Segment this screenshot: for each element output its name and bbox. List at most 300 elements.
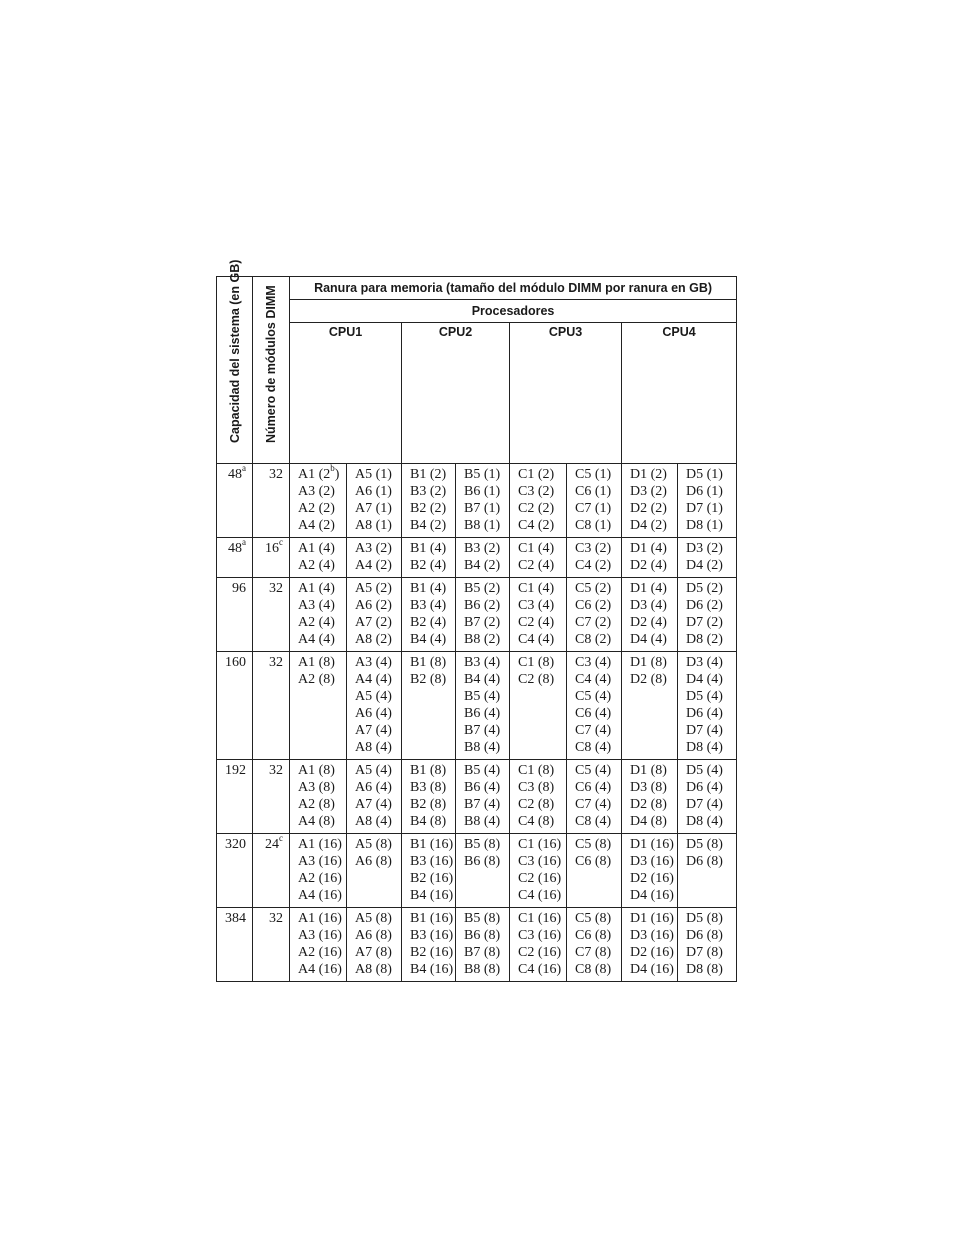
slot-entry [518, 870, 566, 887]
dimm-count-cell [253, 578, 290, 652]
slot-entry-text: D4 (16) [630, 888, 674, 903]
slot-entry-text: B8 (8) [464, 962, 501, 977]
dimm-count-value: 16 [265, 541, 279, 556]
slot-entry [355, 796, 401, 813]
slot-entry [518, 614, 566, 631]
slot-entry-text: C2 (8) [518, 672, 555, 687]
dimm-count-cell [253, 538, 290, 578]
slot-entry-text: C1 (8) [518, 655, 555, 670]
slot-entry-text: B8 (4) [464, 814, 501, 829]
slot-entry-text: D8 (4) [686, 740, 723, 755]
slot-entry [464, 688, 509, 705]
slot-entry [298, 836, 346, 853]
slot-entry [410, 631, 455, 648]
slot-entry-text: A8 (4) [355, 814, 392, 829]
slot-entry [630, 927, 677, 944]
slot-cell [622, 464, 678, 538]
slot-entry [464, 836, 509, 853]
slot-entry-text: D6 (8) [686, 854, 723, 869]
slot-cell [347, 652, 402, 760]
slot-entry [410, 671, 455, 688]
slot-entry [410, 540, 455, 557]
slot-cell [622, 834, 678, 908]
slot-entry [298, 927, 346, 944]
slot-entry [298, 887, 346, 904]
slot-entry [630, 500, 677, 517]
slot-entry [410, 836, 455, 853]
slot-entry-text: C1 (2) [518, 467, 555, 482]
slot-entry [355, 961, 401, 978]
slot-entry [298, 762, 346, 779]
slot-entry [686, 910, 736, 927]
slot-entry-text: B4 (2) [410, 518, 447, 533]
slot-entry-text: D5 (4) [686, 689, 723, 704]
slot-entry-text: A3 (16) [298, 854, 342, 869]
slot-entry-text: A3 (4) [298, 598, 335, 613]
slot-entry-text: B3 (16) [410, 928, 454, 943]
slot-entry [686, 944, 736, 961]
slot-cell [402, 834, 456, 908]
slot-entry-text: B4 (2) [464, 558, 501, 573]
slot-entry-text: A4 (8) [298, 814, 335, 829]
slot-cell [347, 908, 402, 982]
slot-entry-text: A5 (4) [355, 763, 392, 778]
slot-entry-text: D6 (4) [686, 706, 723, 721]
slot-entry [518, 654, 566, 671]
slot-entry-text: C3 (4) [518, 598, 555, 613]
slot-entry [355, 688, 401, 705]
slot-entry-text: B7 (2) [464, 615, 501, 630]
slot-entry [686, 466, 736, 483]
slot-entry-text: D7 (1) [686, 501, 723, 516]
slot-cell [510, 760, 567, 834]
slot-entry-text: D6 (8) [686, 928, 723, 943]
cpu2-header: CPU2 [402, 323, 510, 464]
slot-entry-text: B8 (1) [464, 518, 501, 533]
slot-entry [575, 739, 621, 756]
slot-cell [567, 908, 622, 982]
slot-entry [410, 870, 455, 887]
slot-cell [347, 834, 402, 908]
slot-entry [298, 853, 346, 870]
slot-entry-text: C3 (16) [518, 928, 562, 943]
capacity-value: 48 [228, 467, 242, 482]
slot-entry-text: B5 (8) [464, 911, 501, 926]
slot-entry [686, 580, 736, 597]
slot-entry-text: C4 (2) [518, 518, 555, 533]
slot-entry [518, 466, 566, 483]
slot-entry-text: A3 (8) [298, 780, 335, 795]
slot-entry-text: C2 (8) [518, 797, 555, 812]
slot-entry-text: A5 (2) [355, 581, 392, 596]
slot-entry [575, 813, 621, 830]
slot-entry-text: B2 (16) [410, 871, 454, 886]
slot-entry-text: A5 (8) [355, 837, 392, 852]
slot-entry [464, 705, 509, 722]
slot-cell [456, 578, 510, 652]
slot-entry [630, 779, 677, 796]
slot-entry-text: D3 (16) [630, 928, 674, 943]
slot-entry [355, 540, 401, 557]
slot-entry-text: B6 (8) [464, 928, 501, 943]
slot-entry [575, 910, 621, 927]
slot-entry-text: C8 (2) [575, 632, 612, 647]
slot-entry [464, 466, 509, 483]
slot-entry [686, 836, 736, 853]
slot-entry-text: B2 (8) [410, 672, 447, 687]
slot-entry-text: C3 (2) [575, 541, 612, 556]
slot-entry-text: D3 (2) [686, 541, 723, 556]
slot-entry-text: C2 (2) [518, 501, 555, 516]
dimm-count-column-header [253, 277, 290, 464]
slot-entry-text: D4 (2) [630, 518, 667, 533]
slot-entry [410, 796, 455, 813]
slot-entry-text: B5 (2) [464, 581, 501, 596]
slot-entry [575, 597, 621, 614]
slot-entry-text: C6 (4) [575, 780, 612, 795]
slot-entry-text: C4 (4) [518, 632, 555, 647]
slot-cell [290, 578, 347, 652]
slot-entry-text: B6 (2) [464, 598, 501, 613]
slot-cell [402, 908, 456, 982]
slot-entry-text: A2 (16) [298, 871, 342, 886]
slot-cell [567, 834, 622, 908]
slot-entry-text: D2 (16) [630, 945, 674, 960]
slot-entry-text: A1 (8) [298, 655, 335, 670]
slot-cell [290, 538, 347, 578]
slot-entry-text: D7 (4) [686, 797, 723, 812]
dimm-count-value: 32 [269, 581, 283, 596]
slot-cell [510, 652, 567, 760]
dimm-count-value: 32 [269, 655, 283, 670]
slot-entry [630, 483, 677, 500]
slot-cell [622, 908, 678, 982]
slot-entry [410, 853, 455, 870]
slot-entry-text: A7 (2) [355, 615, 392, 630]
slot-entry-text: C7 (2) [575, 615, 612, 630]
slot-entry-text: C5 (2) [575, 581, 612, 596]
capacity-cell [217, 908, 253, 982]
slot-entry [410, 654, 455, 671]
slot-entry-text: A7 (4) [355, 797, 392, 812]
slot-entry-text: D6 (4) [686, 780, 723, 795]
slot-entry-text: D1 (4) [630, 541, 667, 556]
slot-cell [290, 464, 347, 538]
slot-entry-text: C3 (4) [575, 655, 612, 670]
slot-entry [355, 597, 401, 614]
slot-entry [355, 739, 401, 756]
slot-cell [347, 578, 402, 652]
slot-entry [298, 944, 346, 961]
slot-cell [402, 652, 456, 760]
slot-entry [464, 762, 509, 779]
slot-entry [298, 483, 346, 500]
capacity-column-header [217, 259, 253, 464]
slot-entry-text: B4 (8) [410, 814, 447, 829]
footnote-marker: c [279, 537, 283, 548]
slot-entry [518, 580, 566, 597]
dimm-count-cell [253, 834, 290, 908]
slot-entry-text: D7 (8) [686, 945, 723, 960]
slot-entry [355, 580, 401, 597]
slot-entry-text: D3 (16) [630, 854, 674, 869]
slot-entry-text: A8 (4) [355, 740, 392, 755]
slot-entry-text: C5 (8) [575, 911, 612, 926]
slot-cell [290, 652, 347, 760]
slot-entry [355, 500, 401, 517]
slot-cell [567, 578, 622, 652]
slot-entry [575, 836, 621, 853]
slot-entry [575, 853, 621, 870]
dimm-count-value: 32 [269, 467, 283, 482]
slot-entry-text: A3 (2) [298, 484, 335, 499]
slot-entry-text: C6 (8) [575, 928, 612, 943]
slot-entry-text: B8 (2) [464, 632, 501, 647]
slot-entry [464, 631, 509, 648]
slot-entry [686, 762, 736, 779]
capacity-cell [217, 464, 253, 538]
slot-entry [630, 631, 677, 648]
slot-entry-text: C8 (4) [575, 740, 612, 755]
slot-entry-text: D1 (8) [630, 655, 667, 670]
slot-entry [575, 796, 621, 813]
slot-entry-text: A2 (16) [298, 945, 342, 960]
slot-entry-text: A6 (8) [355, 854, 392, 869]
slot-entry-text: D3 (8) [630, 780, 667, 795]
slot-entry-text: A1 (8) [298, 763, 335, 778]
slot-entry-text: C1 (4) [518, 541, 555, 556]
table-row [217, 834, 737, 908]
slot-entry [575, 557, 621, 574]
slot-entry-text: D4 (4) [630, 632, 667, 647]
slot-entry-text: A1 (16) [298, 837, 342, 852]
slot-entry [518, 961, 566, 978]
slot-entry [686, 597, 736, 614]
slot-entry-text: A6 (8) [355, 928, 392, 943]
dimm-count-value: 32 [269, 911, 283, 926]
slot-entry-text: B4 (16) [410, 962, 454, 977]
slot-entry [518, 483, 566, 500]
slot-entry-text: B2 (16) [410, 945, 454, 960]
slot-entry-text: A7 (8) [355, 945, 392, 960]
slot-entry-text: C1 (8) [518, 763, 555, 778]
slot-entry-text: C2 (16) [518, 945, 562, 960]
slot-entry [575, 614, 621, 631]
slot-entry-text: D2 (4) [630, 558, 667, 573]
slot-entry [410, 597, 455, 614]
slot-entry [464, 779, 509, 796]
slot-entry-text: A4 (2) [298, 518, 335, 533]
slot-entry [575, 705, 621, 722]
slot-entry [410, 927, 455, 944]
slot-entry [575, 779, 621, 796]
slot-entry [464, 597, 509, 614]
slot-entry-text: B4 (4) [464, 672, 501, 687]
slot-entry [518, 762, 566, 779]
slot-entry-text: D2 (4) [630, 615, 667, 630]
slot-entry [686, 517, 736, 534]
slot-entry-text: B7 (4) [464, 723, 501, 738]
slot-cell [402, 760, 456, 834]
slot-entry-text: C4 (2) [575, 558, 612, 573]
table-row [217, 908, 737, 982]
slot-entry [575, 631, 621, 648]
slot-entry [298, 557, 346, 574]
slot-entry [298, 540, 346, 557]
slot-entry [575, 671, 621, 688]
slot-entry [355, 614, 401, 631]
memory-slot-header: Ranura para memoria (tamaño del módulo DIMM por ranura en GB) [290, 277, 737, 300]
footnote-marker: c [279, 833, 283, 844]
slot-cell [678, 760, 737, 834]
slot-entry [518, 927, 566, 944]
slot-entry [518, 836, 566, 853]
slot-cell [510, 538, 567, 578]
slot-entry-text: D4 (16) [630, 962, 674, 977]
cpu1-header: CPU1 [290, 323, 402, 464]
slot-cell [510, 834, 567, 908]
capacity-value: 96 [232, 581, 246, 596]
slot-entry-text: D5 (1) [686, 467, 723, 482]
slot-entry [464, 722, 509, 739]
slot-entry-text: A3 (2) [355, 541, 392, 556]
slot-cell [347, 760, 402, 834]
slot-entry-text: D1 (16) [630, 837, 674, 852]
slot-entry [575, 483, 621, 500]
slot-entry [630, 671, 677, 688]
slot-entry-text: B5 (4) [464, 763, 501, 778]
slot-entry [298, 779, 346, 796]
slot-entry [410, 910, 455, 927]
slot-entry-text: A4 (4) [355, 672, 392, 687]
slot-entry [686, 654, 736, 671]
slot-entry-text: B5 (8) [464, 837, 501, 852]
slot-cell [678, 538, 737, 578]
slot-entry-text: B6 (1) [464, 484, 501, 499]
slot-entry-text: D3 (4) [686, 655, 723, 670]
slot-cell [567, 652, 622, 760]
slot-entry [410, 813, 455, 830]
capacity-header-label: Capacidad del sistema (en GB) [227, 259, 242, 443]
slot-entry-text: A1 (4) [298, 581, 335, 596]
slot-entry-text: A2 (8) [298, 672, 335, 687]
slot-entry-text: A8 (1) [355, 518, 392, 533]
slot-entry [410, 580, 455, 597]
slot-entry [355, 910, 401, 927]
slot-entry [464, 540, 509, 557]
slot-entry [355, 927, 401, 944]
footnote-marker: a [242, 463, 246, 474]
slot-entry-text: B1 (16) [410, 911, 454, 926]
slot-entry-text: A2 (2) [298, 501, 335, 516]
slot-entry [630, 813, 677, 830]
slot-entry-text: B3 (16) [410, 854, 454, 869]
capacity-value: 320 [225, 837, 246, 852]
slot-entry [355, 762, 401, 779]
slot-entry-text: B7 (8) [464, 945, 501, 960]
capacity-value: 192 [225, 763, 246, 778]
slot-entry-text: C8 (4) [575, 814, 612, 829]
slot-entry-text: B1 (4) [410, 581, 447, 596]
slot-entry [518, 944, 566, 961]
slot-cell [510, 578, 567, 652]
slot-entry [518, 813, 566, 830]
slot-entry-text: A6 (1) [355, 484, 392, 499]
slot-entry [518, 779, 566, 796]
slot-entry-text: A5 (4) [355, 689, 392, 704]
slot-entry [518, 796, 566, 813]
slot-entry [686, 540, 736, 557]
slot-entry-text: B2 (2) [410, 501, 447, 516]
slot-entry [298, 463, 346, 483]
slot-entry [575, 654, 621, 671]
slot-entry [464, 813, 509, 830]
slot-entry-text: C7 (4) [575, 723, 612, 738]
slot-entry-text: D5 (8) [686, 911, 723, 926]
slot-entry-text: C6 (2) [575, 598, 612, 613]
slot-cell [622, 760, 678, 834]
slot-entry-text: C3 (2) [518, 484, 555, 499]
slot-cell [510, 908, 567, 982]
slot-entry [686, 614, 736, 631]
slot-entry [298, 796, 346, 813]
slot-entry [410, 762, 455, 779]
slot-entry-text: B6 (8) [464, 854, 501, 869]
slot-cell [456, 760, 510, 834]
slot-entry [686, 500, 736, 517]
slot-entry-text: B1 (16) [410, 837, 454, 852]
slot-entry-text: D4 (2) [686, 558, 723, 573]
slot-entry [686, 705, 736, 722]
slot-entry [630, 614, 677, 631]
slot-entry-text: D6 (1) [686, 484, 723, 499]
slot-entry-text: D8 (4) [686, 814, 723, 829]
slot-entry [355, 671, 401, 688]
slot-entry-text: D2 (8) [630, 672, 667, 687]
slot-entry [575, 927, 621, 944]
table-body [217, 464, 737, 982]
slot-entry [464, 500, 509, 517]
slot-entry [630, 557, 677, 574]
slot-entry-text: B5 (4) [464, 689, 501, 704]
slot-entry [298, 961, 346, 978]
memory-config-table [216, 259, 737, 982]
slot-entry [355, 483, 401, 500]
slot-entry [518, 517, 566, 534]
slot-entry-text: D7 (4) [686, 723, 723, 738]
slot-entry-text: B3 (4) [464, 655, 501, 670]
slot-entry [464, 654, 509, 671]
slot-entry-text: B3 (8) [410, 780, 447, 795]
slot-entry-text: C2 (4) [518, 615, 555, 630]
slot-entry-text: D8 (8) [686, 962, 723, 977]
slot-entry-text: B4 (4) [410, 632, 447, 647]
slot-entry-text: B2 (8) [410, 797, 447, 812]
slot-entry [464, 853, 509, 870]
slot-cell [678, 578, 737, 652]
slot-entry [630, 540, 677, 557]
table-row [217, 538, 737, 578]
dimm-count-value: 24 [265, 837, 279, 852]
capacity-cell [217, 578, 253, 652]
slot-entry [686, 739, 736, 756]
slot-entry [410, 944, 455, 961]
slot-entry-text: A1 (4) [298, 541, 335, 556]
slot-entry [355, 654, 401, 671]
slot-entry-text: A1 (2 [298, 467, 331, 482]
slot-cell [622, 578, 678, 652]
slot-entry-text: A2 (8) [298, 797, 335, 812]
